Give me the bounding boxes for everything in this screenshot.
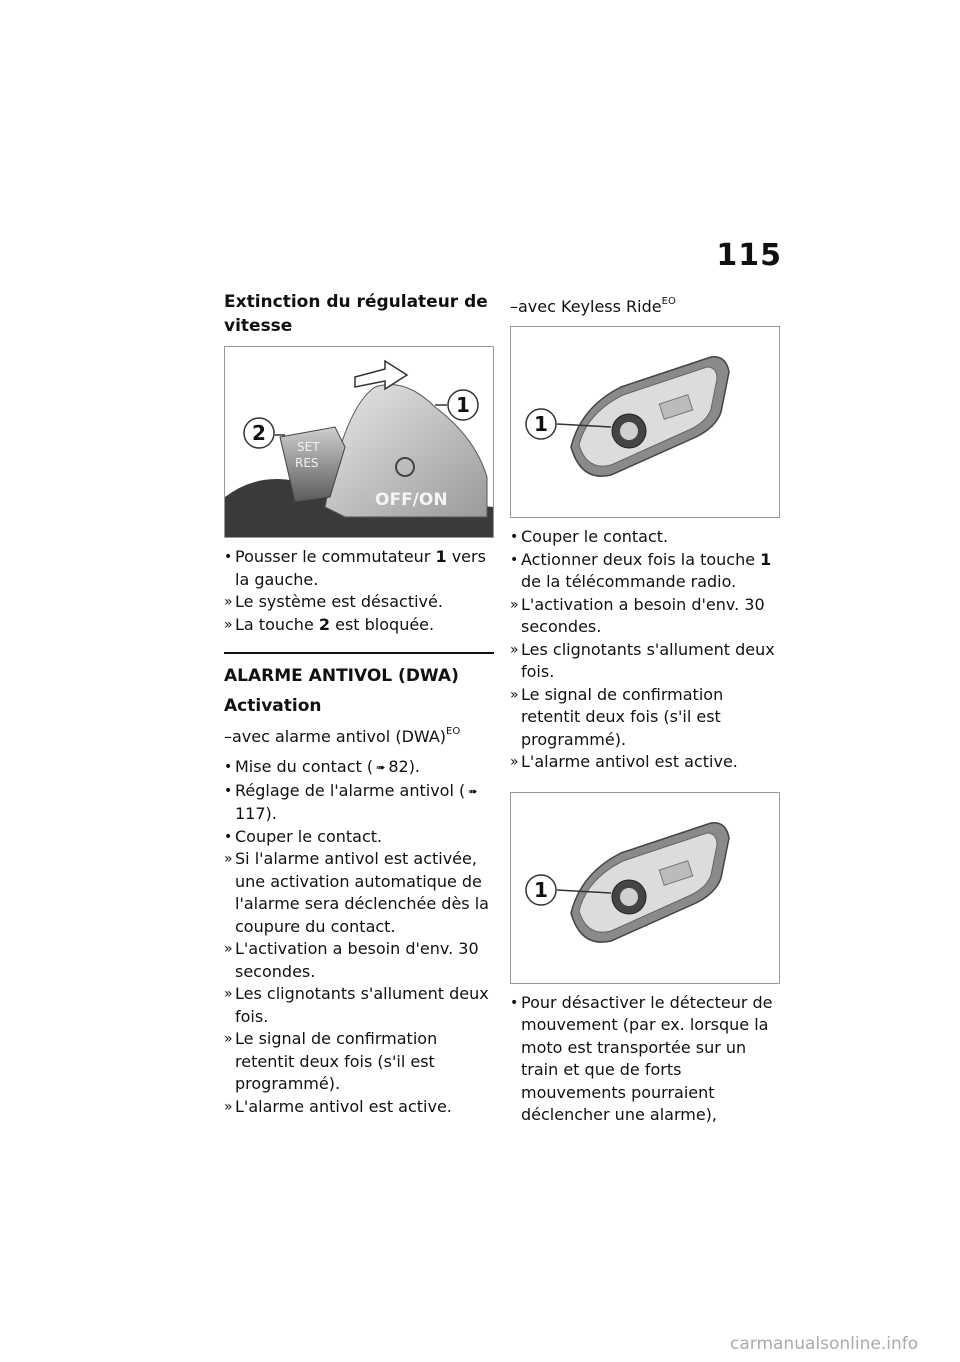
- footer-watermark: carmanualsonline.info: [730, 1334, 919, 1354]
- callout-1: 1: [534, 412, 548, 436]
- steps-cruise-off: [224, 546, 494, 636]
- steps-motion-sensor: [510, 992, 785, 1127]
- handlebar-switch-illustration: [225, 347, 493, 537]
- result-item: » La touche 2 est bloquée.: [224, 614, 435, 634]
- result-item: » L'alarme antivol est active.: [224, 1096, 452, 1116]
- left-column: [224, 290, 494, 1118]
- res-label: RES: [295, 456, 319, 470]
- callout-1: 1: [534, 877, 548, 902]
- subheading-activation: Activation: [224, 696, 322, 716]
- step-item: • Mise du contact ( ➠ 82).: [224, 756, 494, 780]
- callout-2: 2: [252, 421, 266, 445]
- page-ref-link[interactable]: 82: [388, 757, 409, 776]
- page-ref-arrow-icon: ➠: [468, 784, 478, 798]
- step-item: • Réglage de l'alarme antivol ( ➠117).: [224, 780, 478, 823]
- equipment-condition: –avec alarme antivol (DWA)$^{EO}$: [224, 726, 461, 746]
- section-divider: [224, 652, 494, 654]
- off-on-label: OFF/ON: [375, 490, 448, 510]
- keyfob-illustration: [511, 793, 779, 983]
- result-item: » Les clignotants s'allument deux fois.: [510, 639, 775, 681]
- step-item: • Pousser le commutateur 1 vers la gauche.: [224, 547, 486, 589]
- result-item: » Le signal de confirmation retentit deux fois (s'il est programmé).: [510, 684, 724, 749]
- section-title-dwa: ALARME ANTIVOL (DWA): [224, 666, 459, 686]
- result-item: » Le système est désactivé.: [224, 592, 443, 611]
- keyfob-illustration: [511, 327, 779, 517]
- result-item: » Le signal de confirmation retentit deux fois (s'il est programmé).: [224, 1029, 438, 1093]
- result-item: » Les clignotants s'allument deux fois.: [224, 984, 489, 1026]
- set-label: SET: [297, 440, 320, 454]
- step-item: • Actionner deux fois la touche 1 de la télécommande radio.: [510, 549, 772, 591]
- page-number: 115: [716, 238, 782, 273]
- step-item: • Pour désactiver le détecteur de mouvement (par ex. lorsque la moto est transportée sur un train et que de forts mouvements pourraient déclencher une alarme),: [510, 992, 773, 1124]
- keyfob-figure-1: [510, 326, 780, 518]
- result-item: » L'activation a besoin d'env. 30 secondes.: [224, 939, 479, 981]
- section-heading-cruise-off: Extinction du régulateur de vitesse: [224, 292, 488, 336]
- step-item: • Couper le contact.: [224, 826, 383, 846]
- steps-keyless: [510, 526, 785, 774]
- result-item: » L'alarme antivol est active.: [510, 752, 738, 771]
- page-ref-arrow-icon: ➠: [376, 761, 386, 774]
- page-ref-link[interactable]: 117: [235, 804, 266, 823]
- step-item: • Couper le contact.: [510, 527, 669, 546]
- callout-1: 1: [456, 393, 470, 417]
- steps-dwa-activation: [224, 756, 494, 1118]
- handlebar-switch-figure: [224, 346, 494, 538]
- result-item: » Si l'alarme antivol est activée, une activation automatique de l'alarme sera déclenchée dès la coupure du contact.: [224, 849, 489, 936]
- right-column: [510, 290, 785, 1127]
- keyfob-figure-2: [510, 792, 780, 984]
- equipment-condition-keyless: –avec Keyless Ride$^{EO}$: [510, 296, 676, 316]
- result-item: » L'activation a besoin d'env. 30 secondes.: [510, 594, 765, 636]
